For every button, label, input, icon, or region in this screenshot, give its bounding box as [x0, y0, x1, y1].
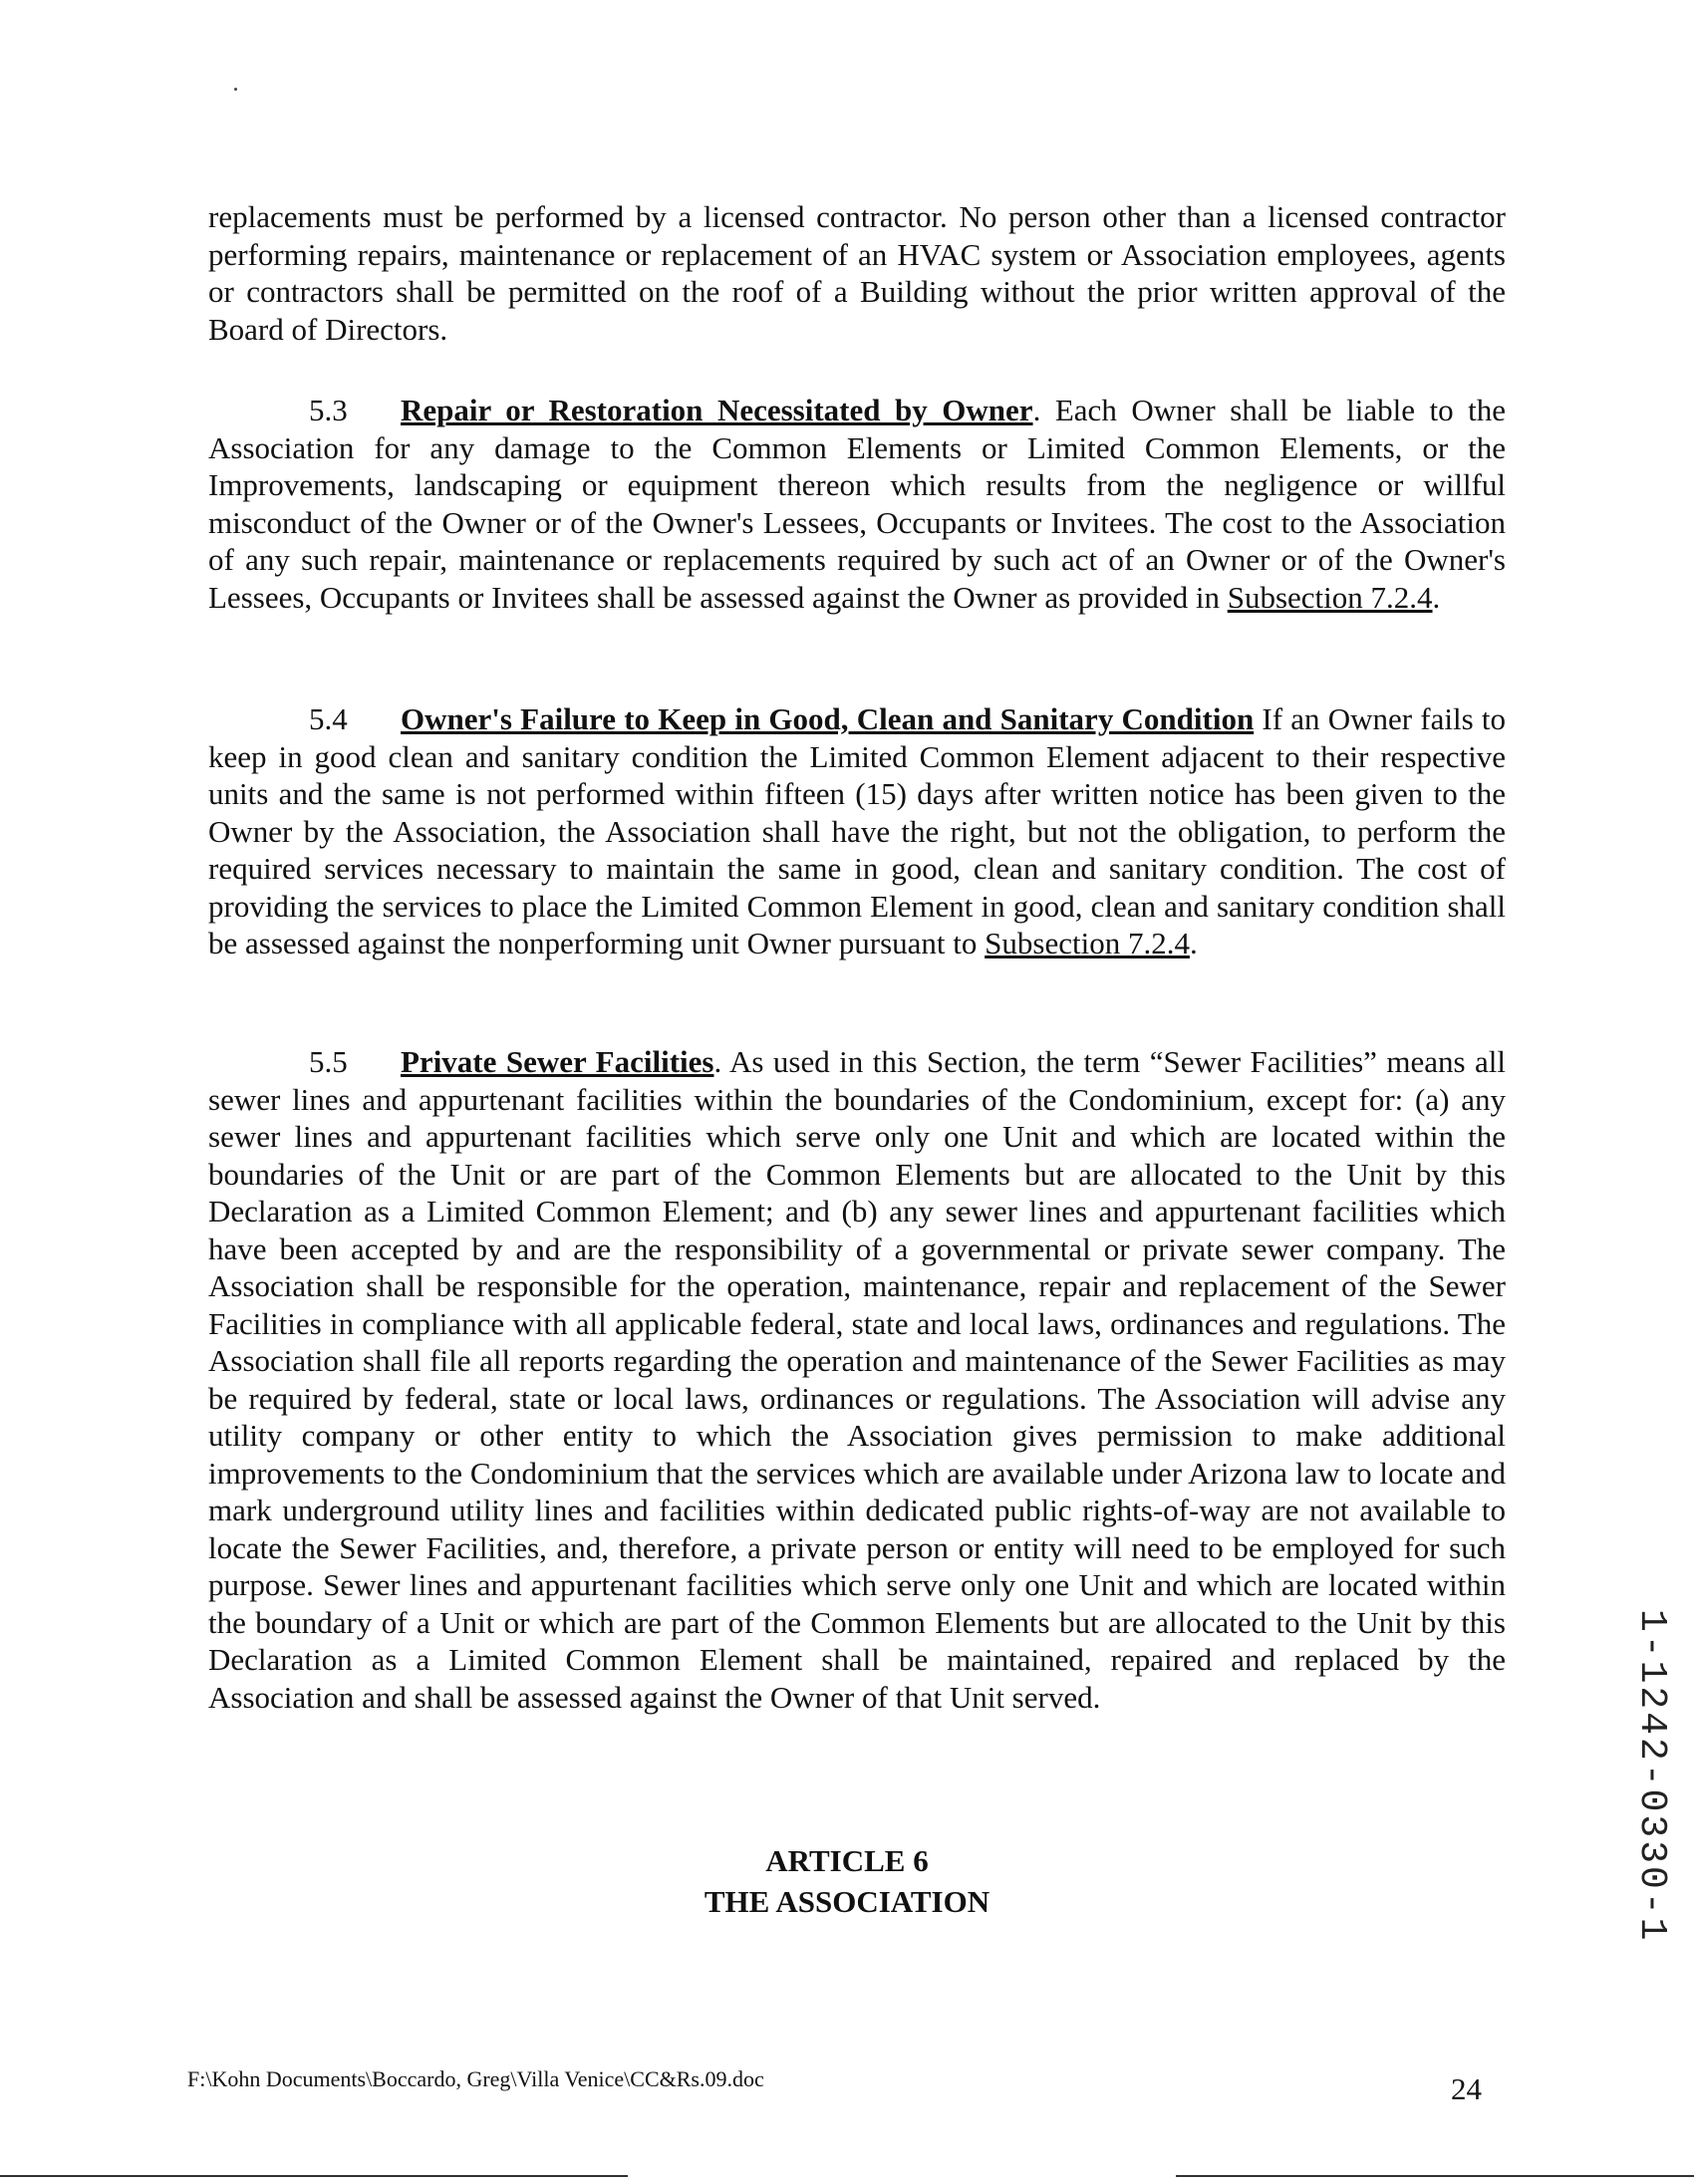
subsection-reference: Subsection 7.2.4 — [985, 926, 1190, 960]
page-number: 24 — [1451, 2071, 1482, 2106]
section-heading: Private Sewer Facilities — [401, 1044, 714, 1079]
section-paragraph — [208, 1043, 1506, 1716]
article-title: THE ASSOCIATION — [704, 1884, 990, 1919]
section-number: 5.4 — [309, 701, 348, 736]
scan-speck — [234, 88, 237, 91]
section-body: As used in this Section, the term “Sewer Facilities” means all sewer lines and appurtenant facilities within the boundaries of the Condominium, except for: (a) any sewer lines and appurtenant facilities which serve only one Unit and which are located within the boundaries of the Unit or are part of the Common Elements but are allocated to the Unit by this Declaration as a Limited Common Element; and (b) any sewer lines and appurtenant facilities which have been accepted by and are the responsibility of a governmental or private sewer company. The Association shall be responsible for the operation, maintenance, repair and replacement of the Sewer Facilities in compliance with all applicable federal, state and local laws, ordinances and regulations. The Association shall file all reports regarding the operation and maintenance of the Sewer Facilities as may be required by federal, state or local laws, ordinances or regulations. The Association will advise any utility company or other entity to which the Association gives permission to make additional improvements to the Condominium that the services which are available under Arizona law to locate and mark underground utility lines and facilities within dedicated public rights-of-way are not available to locate the Sewer Facilities, and, therefore, a private person or entity will need to be employed for such purpose. Sewer lines and appurtenant facilities which serve only one Unit and which are located within the boundary of a Unit or which are part of the Common Elements but are allocated to the Unit by this Declaration as a Limited Common Element shall be maintained, repaired and replaced by the Association and shall be assessed against the Owner of that Unit served. — [208, 1044, 1507, 1715]
section-paragraph — [208, 392, 1506, 616]
recording-stamp — [1623, 1609, 1683, 1944]
subsection-reference: Subsection 7.2.4 — [1227, 579, 1433, 615]
section-heading: Owner's Failure to Keep in Good, Clean and Sanitary Condition — [401, 701, 1255, 736]
section-5-3 — [208, 392, 1506, 616]
section-paragraph — [208, 700, 1506, 962]
footer-file-path: F:\Kohn Documents\Boccardo, Greg\Villa Venice\CC&Rs.09.doc — [187, 2066, 764, 2091]
recording-stamp-text: 1-1242-0330-1 — [1630, 1609, 1673, 1944]
section-tail: . — [1432, 579, 1441, 615]
bottom-scan-line — [0, 2175, 628, 2177]
bottom-scan-line — [1176, 2175, 1694, 2177]
heading-punctuation: . — [713, 1044, 722, 1079]
section-5-4 — [208, 700, 1506, 962]
section-body: Each Owner shall be liable to the Association for any damage to the Common Elements or Limited Common Elements, or the Improvements, landscaping or equipment thereon which results from the negligence or willful misconduct of the Owner or of the Owner's Lessees, Occupants or Invitees. The cost to the Association of any such repair, maintenance or replacements required by such act of an Owner or of the Owner's Lessees, Occupants or Invitees shall be assessed against the Owner as provided in — [208, 393, 1506, 615]
intro-paragraph: replacements must be performed by a licensed contractor. No person other than a licensed contractor performing repairs, maintenance or replacement of an HVAC system or Association employees, agents or contractors shall be permitted on the roof of a Building without the prior written approval of the Board of Directors. — [208, 199, 1506, 347]
section-body: If an Owner fails to keep in good clean and sanitary condition the Limited Common Element adjacent to their respective units and the same is not performed within fifteen (15) days after written notice has been given to the Owner by the Association, the Association shall have the right, but not the obligation, to perform the required services necessary to maintain the same in good, clean and sanitary condition. The cost of providing the services to place the Limited Common Element in good, clean and sanitary condition shall be assessed against the nonperforming unit Owner pursuant to — [208, 701, 1507, 960]
article-number: ARTICLE 6 — [765, 1843, 929, 1878]
section-heading: Repair or Restoration Necessitated by Owner — [401, 393, 1033, 427]
intro-paragraph-block — [208, 198, 1506, 348]
section-5-5 — [208, 1043, 1506, 1716]
section-tail: . — [1189, 926, 1198, 960]
heading-punctuation: . — [1032, 393, 1041, 427]
section-number: 5.3 — [309, 393, 348, 427]
section-number: 5.5 — [309, 1044, 348, 1079]
